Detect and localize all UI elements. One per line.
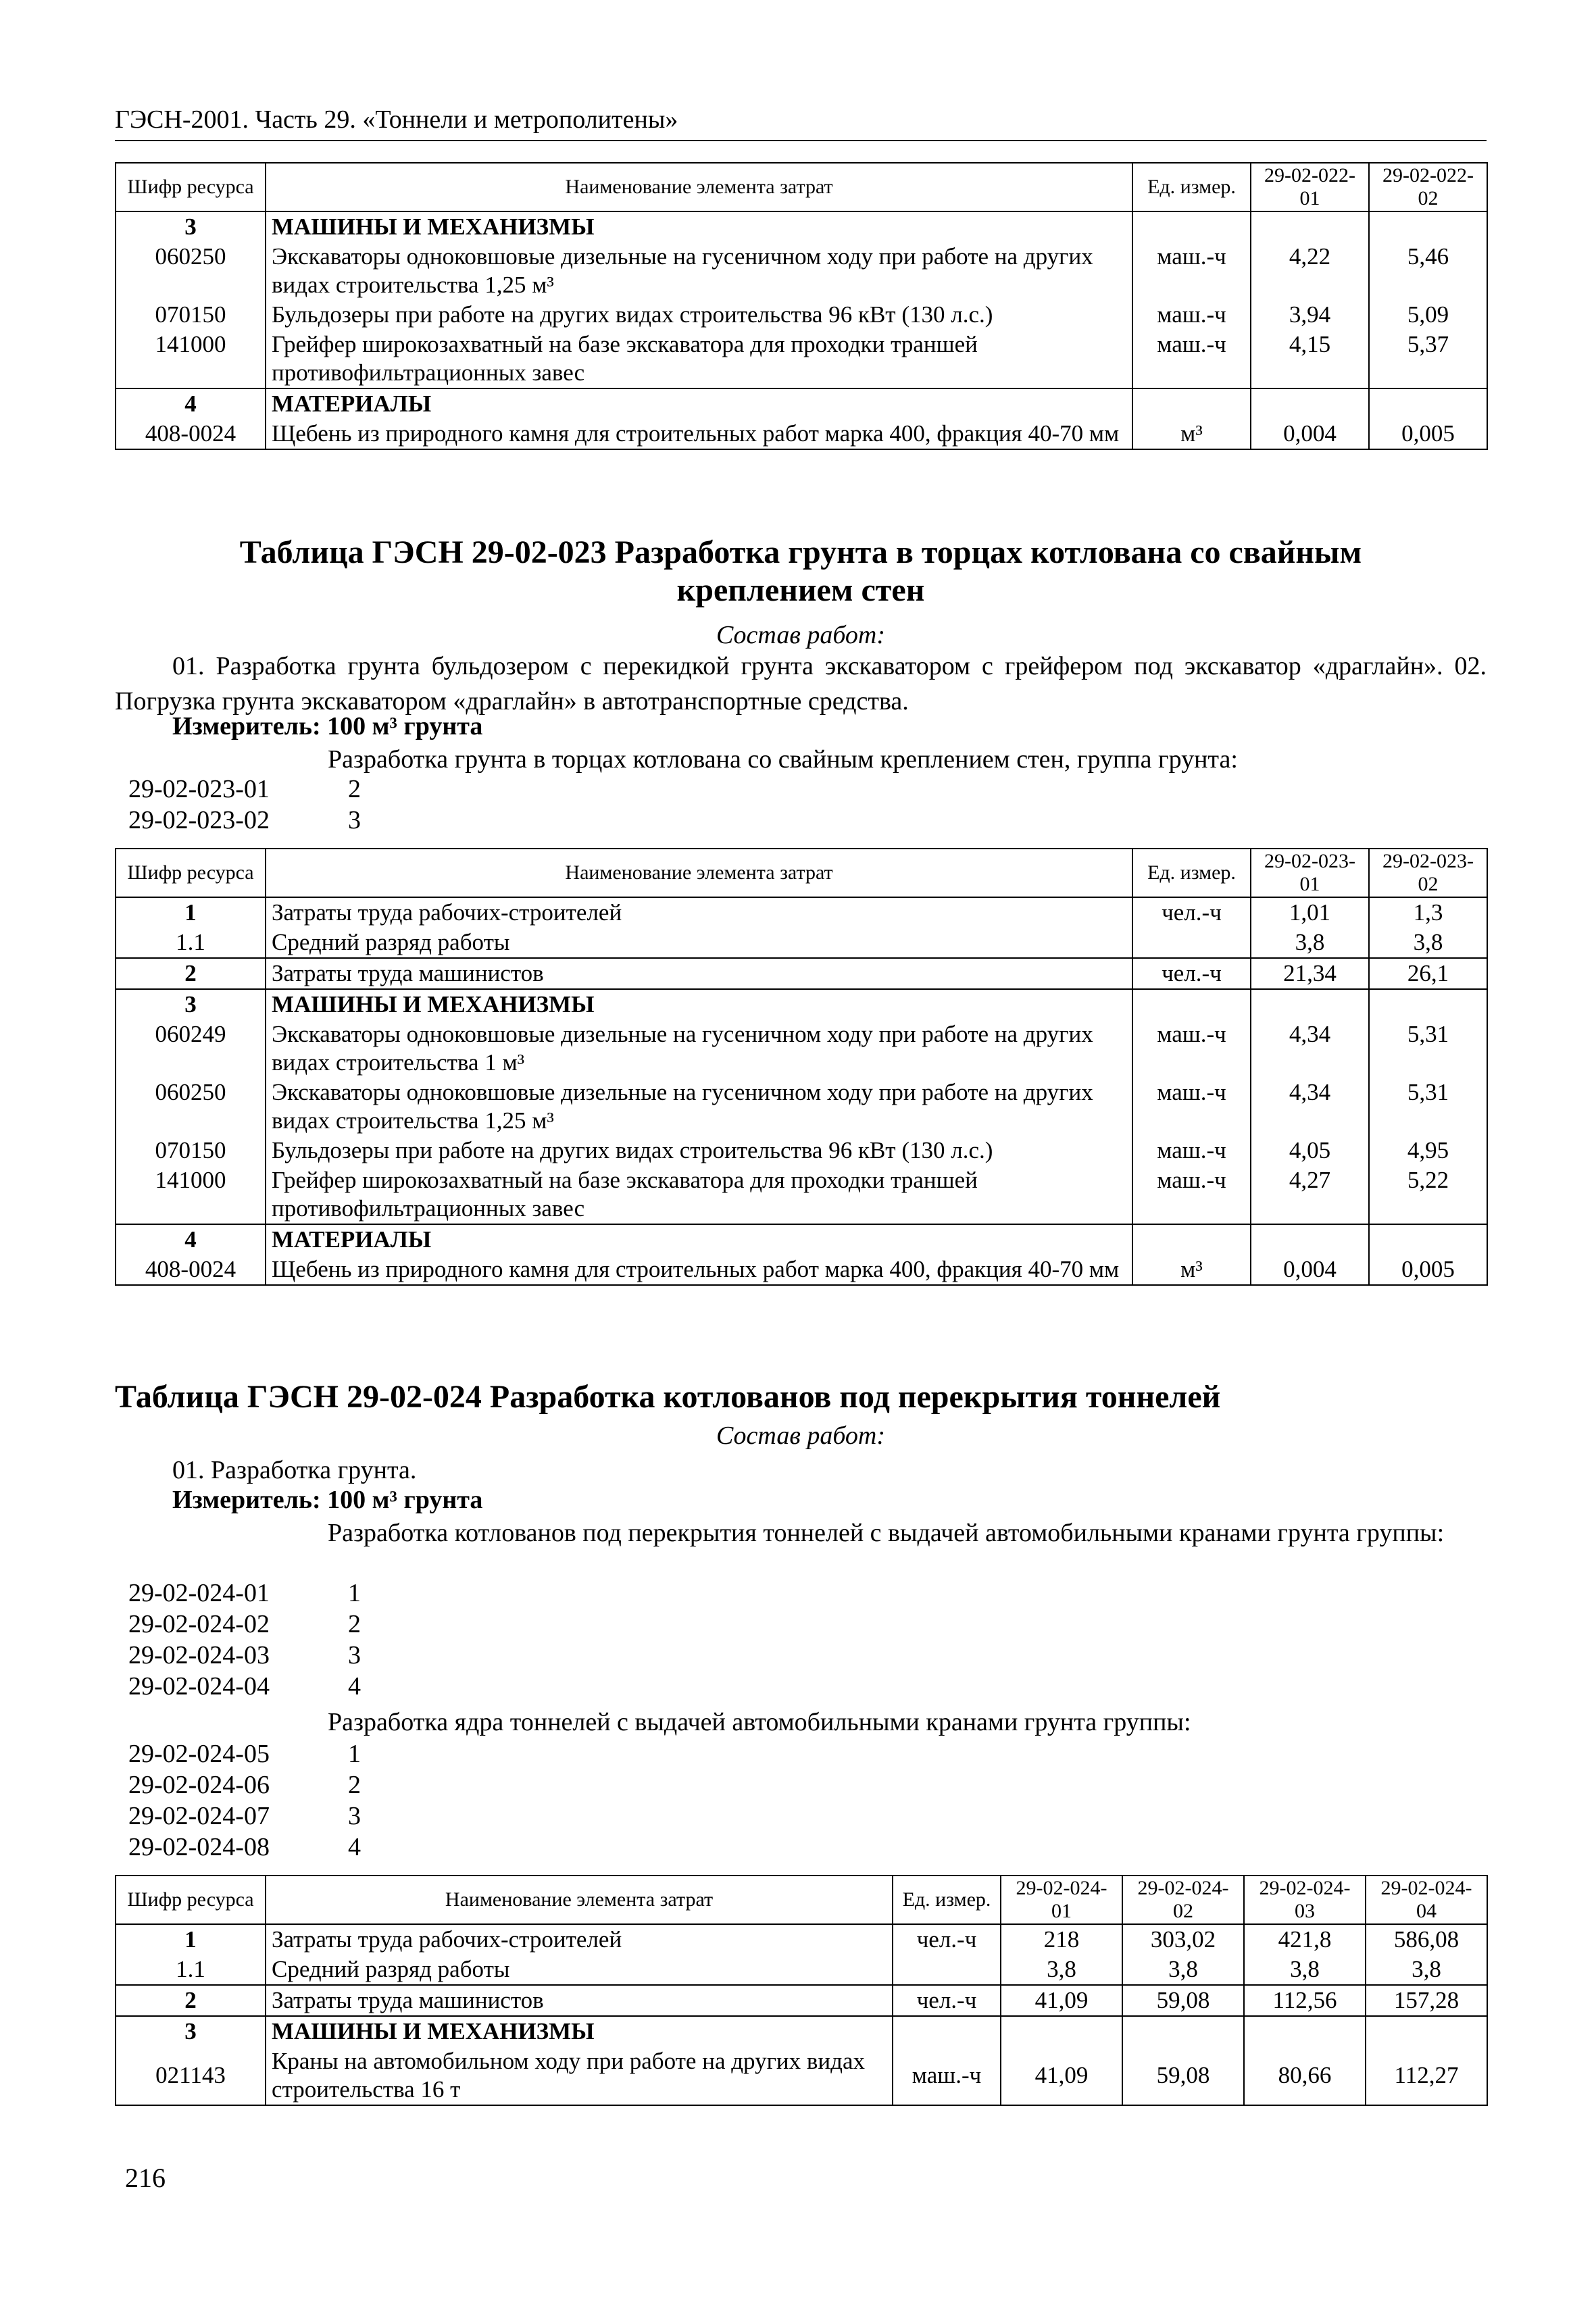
composition-label: Состав работ: bbox=[716, 621, 886, 649]
cell-name: Затраты труда рабочих-строителей bbox=[266, 897, 1132, 928]
table-row bbox=[116, 958, 1487, 989]
cell-value: 3,94 bbox=[1251, 300, 1369, 330]
cell-unit: маш.-ч bbox=[893, 2046, 1001, 2105]
measure-unit: Измеритель: 100 м³ грунта bbox=[172, 712, 483, 740]
col-unit-header: Ед. измер. bbox=[1132, 849, 1251, 897]
table-row bbox=[116, 1165, 1487, 1224]
table-row bbox=[116, 419, 1487, 449]
cell-unit bbox=[1132, 388, 1251, 419]
cell-value: 5,31 bbox=[1369, 1020, 1487, 1078]
cell-value bbox=[1122, 2016, 1244, 2046]
cell-name: Экскаваторы одноковшовые дизельные на гусеничном ходу при работе на других видах строительства 1,25 м³ bbox=[266, 1078, 1132, 1136]
cell-value: 5,46 bbox=[1369, 242, 1487, 300]
cell-value: 303,02 bbox=[1122, 1924, 1244, 1955]
measure-unit: Измеритель: 100 м³ грунта bbox=[172, 1486, 483, 1514]
cell-value: 3,8 bbox=[1122, 1955, 1244, 1985]
norm-code-list bbox=[128, 774, 361, 836]
cell-value: 1,3 bbox=[1369, 897, 1487, 928]
cell-value: 5,31 bbox=[1369, 1078, 1487, 1136]
title-line: Таблица ГЭСН 29-02-024 Разработка котлованов под перекрытия тоннелей bbox=[115, 1379, 1221, 1415]
cell-value bbox=[1369, 211, 1487, 242]
running-header: ГЭСН-2001. Часть 29. «Тоннели и метрополитены» bbox=[115, 105, 1487, 141]
cell-value bbox=[1251, 388, 1369, 419]
cell-name: Затраты труда машинистов bbox=[266, 1985, 893, 2016]
cell-unit: маш.-ч bbox=[1132, 1078, 1251, 1136]
cell-code: 408-0024 bbox=[116, 419, 266, 449]
cell-value bbox=[1251, 1224, 1369, 1255]
cell-name: Средний разряд работы bbox=[266, 1955, 893, 1985]
cell-name: Щебень из природного камня для строительных работ марка 400, фракция 40-70 мм bbox=[266, 1255, 1132, 1285]
cell-value: 4,05 bbox=[1251, 1136, 1369, 1165]
cell-code: 3 bbox=[116, 989, 266, 1020]
col-norm-header: 29-02-023-02 bbox=[1369, 849, 1487, 897]
cell-value: 80,66 bbox=[1244, 2046, 1366, 2105]
table-row bbox=[116, 388, 1487, 419]
cell-value bbox=[1369, 388, 1487, 419]
title-line: Таблица ГЭСН 29-02-023 Разработка грунта в торцах котлована со свайным bbox=[239, 534, 1362, 570]
cell-value: 0,005 bbox=[1369, 1255, 1487, 1285]
cell-value bbox=[1244, 2016, 1366, 2046]
cell-value: 3,8 bbox=[1001, 1955, 1122, 1985]
cell-unit: чел.-ч bbox=[1132, 958, 1251, 989]
cell-code: 021143 bbox=[116, 2046, 266, 2105]
table-row bbox=[116, 300, 1487, 330]
resource-table-024 bbox=[115, 1875, 1488, 2106]
cell-name: Затраты труда рабочих-строителей bbox=[266, 1924, 893, 1955]
cell-code: 4 bbox=[116, 1224, 266, 1255]
norm-code-list bbox=[128, 1578, 361, 1702]
cell-code: 1 bbox=[116, 897, 266, 928]
cell-unit: м³ bbox=[1132, 419, 1251, 449]
norm-code-item: 29-02-023-02 3 bbox=[128, 806, 361, 834]
cell-value: 21,34 bbox=[1251, 958, 1369, 989]
cell-unit: м³ bbox=[1132, 1255, 1251, 1285]
cell-value bbox=[1369, 989, 1487, 1020]
cell-unit: маш.-ч bbox=[1132, 1020, 1251, 1078]
col-unit-header: Ед. измер. bbox=[893, 1876, 1001, 1924]
cell-value: 3,8 bbox=[1244, 1955, 1366, 1985]
cell-value bbox=[1251, 989, 1369, 1020]
cell-unit: маш.-ч bbox=[1132, 1165, 1251, 1224]
cell-name: Грейфер широкозахватный на базе экскаватора для проходки траншей противофильтрационных завес bbox=[266, 330, 1132, 388]
cell-value: 157,28 bbox=[1366, 1985, 1487, 2016]
cell-value: 218 bbox=[1001, 1924, 1122, 1955]
norm-code-item: 29-02-024-03 3 bbox=[128, 1641, 361, 1669]
table-row bbox=[116, 2046, 1487, 2105]
norm-code-item: 29-02-024-01 1 bbox=[128, 1579, 361, 1607]
cell-value: 586,08 bbox=[1366, 1924, 1487, 1955]
norm-description: Разработка грунта в торцах котлована со свайным креплением стен, группа грунта: bbox=[328, 745, 1238, 774]
table-header bbox=[116, 849, 1487, 897]
col-unit-header: Ед. измер. bbox=[1132, 163, 1251, 211]
cell-code: 2 bbox=[116, 958, 266, 989]
cell-code: 4 bbox=[116, 388, 266, 419]
table-header bbox=[116, 1876, 1487, 1924]
cell-value: 41,09 bbox=[1001, 2046, 1122, 2105]
cell-code: 141000 bbox=[116, 1165, 266, 1224]
table-title-024 bbox=[115, 1378, 1487, 1416]
norm-description: Разработка ядра тоннелей с выдачей автомобильными кранами грунта группы: bbox=[328, 1708, 1191, 1736]
col-norm-header: 29-02-024-02 bbox=[1122, 1876, 1244, 1924]
col-code-header: Шифр ресурса bbox=[116, 849, 266, 897]
cell-code: 408-0024 bbox=[116, 1255, 266, 1285]
cell-name: МАШИНЫ И МЕХАНИЗМЫ bbox=[266, 989, 1132, 1020]
cell-value bbox=[1251, 211, 1369, 242]
table-row bbox=[116, 1020, 1487, 1078]
table-row bbox=[116, 1985, 1487, 2016]
cell-value: 4,27 bbox=[1251, 1165, 1369, 1224]
cell-code: 3 bbox=[116, 211, 266, 242]
cell-unit bbox=[1132, 928, 1251, 958]
norm-code-item: 29-02-024-06 2 bbox=[128, 1771, 361, 1799]
cell-code: 141000 bbox=[116, 330, 266, 388]
col-code-header: Шифр ресурса bbox=[116, 163, 266, 211]
norm-code-list bbox=[128, 1738, 361, 1863]
composition-label: Состав работ: bbox=[716, 1422, 886, 1450]
cell-value: 41,09 bbox=[1001, 1985, 1122, 2016]
table-row bbox=[116, 989, 1487, 1020]
cell-code: 1.1 bbox=[116, 1955, 266, 1985]
resource-table-022 bbox=[115, 162, 1488, 450]
cell-name: Экскаваторы одноковшовые дизельные на гусеничном ходу при работе на других видах строительства 1 м³ bbox=[266, 1020, 1132, 1078]
cell-code: 2 bbox=[116, 1985, 266, 2016]
cell-unit: маш.-ч bbox=[1132, 330, 1251, 388]
cell-unit bbox=[893, 1955, 1001, 1985]
cell-name: Средний разряд работы bbox=[266, 928, 1132, 958]
table-header bbox=[116, 163, 1487, 211]
table-row bbox=[116, 242, 1487, 300]
table-row bbox=[116, 1955, 1487, 1985]
cell-unit bbox=[1132, 211, 1251, 242]
cell-unit: чел.-ч bbox=[893, 1985, 1001, 2016]
norm-code-item: 29-02-024-07 3 bbox=[128, 1802, 361, 1830]
cell-value: 112,27 bbox=[1366, 2046, 1487, 2105]
cell-name: Грейфер широкозахватный на базе экскаватора для проходки траншей противофильтрационных завес bbox=[266, 1165, 1132, 1224]
cell-value: 4,95 bbox=[1369, 1136, 1487, 1165]
cell-value: 5,09 bbox=[1369, 300, 1487, 330]
table-row bbox=[116, 1924, 1487, 1955]
norm-code-item: 29-02-024-04 4 bbox=[128, 1672, 361, 1701]
col-norm-header: 29-02-023-01 bbox=[1251, 849, 1369, 897]
table-row bbox=[116, 330, 1487, 388]
cell-name: Затраты труда машинистов bbox=[266, 958, 1132, 989]
col-norm-header: 29-02-022-01 bbox=[1251, 163, 1369, 211]
cell-code: 070150 bbox=[116, 1136, 266, 1165]
cell-value: 5,22 bbox=[1369, 1165, 1487, 1224]
composition-text: 01. Разработка грунта бульдозером с перекидкой грунта экскаватором с грейфером под экскаватор «драглайн». 02. Погрузка грунта экскаватором «драглайн» в автотранспортные средства. bbox=[115, 652, 1487, 715]
cell-value: 0,005 bbox=[1369, 419, 1487, 449]
table-row bbox=[116, 1255, 1487, 1285]
page-number: 216 bbox=[125, 2163, 166, 2193]
table-title-023 bbox=[115, 534, 1487, 609]
cell-code: 060250 bbox=[116, 1078, 266, 1136]
resource-table-023 bbox=[115, 848, 1488, 1286]
cell-unit: маш.-ч bbox=[1132, 1136, 1251, 1165]
cell-value: 4,34 bbox=[1251, 1078, 1369, 1136]
composition-text: 01. Разработка грунта. bbox=[172, 1456, 417, 1484]
cell-value: 26,1 bbox=[1369, 958, 1487, 989]
col-norm-header: 29-02-022-02 bbox=[1369, 163, 1487, 211]
cell-value: 59,08 bbox=[1122, 2046, 1244, 2105]
cell-code: 060250 bbox=[116, 242, 266, 300]
table-row bbox=[116, 1078, 1487, 1136]
cell-name: Щебень из природного камня для строительных работ марка 400, фракция 40-70 мм bbox=[266, 419, 1132, 449]
cell-value: 3,8 bbox=[1251, 928, 1369, 958]
col-name-header: Наименование элемента затрат bbox=[266, 163, 1132, 211]
cell-name: МАШИНЫ И МЕХАНИЗМЫ bbox=[266, 211, 1132, 242]
cell-value bbox=[1001, 2016, 1122, 2046]
table-row bbox=[116, 1136, 1487, 1165]
col-name-header: Наименование элемента затрат bbox=[266, 849, 1132, 897]
cell-value: 4,15 bbox=[1251, 330, 1369, 388]
cell-unit: чел.-ч bbox=[893, 1924, 1001, 1955]
cell-value: 112,56 bbox=[1244, 1985, 1366, 2016]
col-norm-header: 29-02-024-03 bbox=[1244, 1876, 1366, 1924]
table-row bbox=[116, 2016, 1487, 2046]
norm-code-item: 29-02-024-05 1 bbox=[128, 1740, 361, 1768]
table-row bbox=[116, 897, 1487, 928]
col-name-header: Наименование элемента затрат bbox=[266, 1876, 893, 1924]
cell-unit: чел.-ч bbox=[1132, 897, 1251, 928]
cell-value: 421,8 bbox=[1244, 1924, 1366, 1955]
cell-value: 5,37 bbox=[1369, 330, 1487, 388]
cell-value: 4,34 bbox=[1251, 1020, 1369, 1078]
cell-unit: маш.-ч bbox=[1132, 300, 1251, 330]
norm-code-item: 29-02-024-08 4 bbox=[128, 1833, 361, 1861]
cell-name: Экскаваторы одноковшовые дизельные на гусеничном ходу при работе на других видах строительства 1,25 м³ bbox=[266, 242, 1132, 300]
cell-name: МАШИНЫ И МЕХАНИЗМЫ bbox=[266, 2016, 893, 2046]
col-norm-header: 29-02-024-01 bbox=[1001, 1876, 1122, 1924]
norm-description: Разработка котлованов под перекрытия тоннелей с выдачей автомобильными кранами грунта группы: bbox=[328, 1519, 1445, 1547]
cell-name: Краны на автомобильном ходу при работе на других видах строительства 16 т bbox=[266, 2046, 893, 2105]
cell-value: 4,22 bbox=[1251, 242, 1369, 300]
cell-code: 1.1 bbox=[116, 928, 266, 958]
title-line: креплением стен bbox=[676, 572, 925, 608]
cell-code: 070150 bbox=[116, 300, 266, 330]
table-row bbox=[116, 928, 1487, 958]
table-row bbox=[116, 1224, 1487, 1255]
col-code-header: Шифр ресурса bbox=[116, 1876, 266, 1924]
cell-code: 1 bbox=[116, 1924, 266, 1955]
cell-name: МАТЕРИАЛЫ bbox=[266, 388, 1132, 419]
cell-value: 0,004 bbox=[1251, 419, 1369, 449]
cell-name: Бульдозеры при работе на других видах строительства 96 кВт (130 л.с.) bbox=[266, 300, 1132, 330]
cell-code: 060249 bbox=[116, 1020, 266, 1078]
norm-code-item: 29-02-024-02 2 bbox=[128, 1610, 361, 1638]
norm-code-item: 29-02-023-01 2 bbox=[128, 775, 361, 803]
col-norm-header: 29-02-024-04 bbox=[1366, 1876, 1487, 1924]
cell-name: Бульдозеры при работе на других видах строительства 96 кВт (130 л.с.) bbox=[266, 1136, 1132, 1165]
cell-value bbox=[1369, 1224, 1487, 1255]
cell-value: 3,8 bbox=[1366, 1955, 1487, 1985]
cell-unit bbox=[1132, 989, 1251, 1020]
cell-value: 0,004 bbox=[1251, 1255, 1369, 1285]
cell-name: МАТЕРИАЛЫ bbox=[266, 1224, 1132, 1255]
cell-value bbox=[1366, 2016, 1487, 2046]
table-row bbox=[116, 211, 1487, 242]
cell-value: 59,08 bbox=[1122, 1985, 1244, 2016]
cell-unit bbox=[1132, 1224, 1251, 1255]
cell-code: 3 bbox=[116, 2016, 266, 2046]
cell-value: 3,8 bbox=[1369, 928, 1487, 958]
cell-unit bbox=[893, 2016, 1001, 2046]
cell-unit: маш.-ч bbox=[1132, 242, 1251, 300]
cell-value: 1,01 bbox=[1251, 897, 1369, 928]
